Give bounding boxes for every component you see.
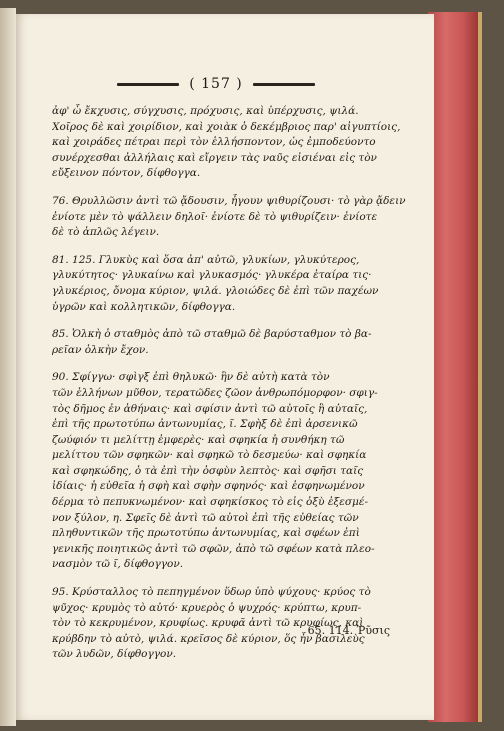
paragraph [52, 253, 412, 315]
text-line: ρεῖαν ὁλκὴν ἔχον. [52, 343, 149, 356]
paragraph-gap [52, 573, 412, 585]
text-line: κρύβδην τὸ αὐτὸ, ψιλά. κρεῖσος δὲ κύριον, ὅς ἦν βασιλεὺς [52, 632, 365, 645]
text-line: ἐπὶ τῆς πρωτοτύπω ἀντωνυμίας, ῖ. Σφὴξ δὲ ἐπὶ ἀρσενικῶ [52, 418, 358, 431]
text-line: ὑγρῶν καὶ κολλητικῶν, δίφθογγα. [52, 300, 236, 313]
text-line: Χοῖρος δὲ καὶ χοιρίδιον, καὶ χοιὰκ ὁ δεκέμβριος παρ' αἰγυπτίοις, [52, 120, 401, 133]
text-line: ψῦχος· κρυμὸς τὸ αὐτό· κρυερὸς ὁ ψυχρός· κρύπτω, κρυπ- [52, 601, 362, 614]
book-cover-edge [428, 12, 482, 722]
page-number: ( 157 ) [189, 76, 243, 92]
header-rule-left [117, 83, 179, 86]
paragraph [52, 104, 412, 182]
text-line: 76. Θρυλλῶσιν ἀντὶ τῶ ᾄδουσιν, ἦγουν ψιθυρίζουσι· τὸ γὰρ ᾄδειν [52, 194, 406, 207]
book-page [16, 14, 434, 720]
text-line: τῶν ἑλλήνων μῦθον, τερατῶδες ζῶον ἀνθρωπόμορφον· σφιγ- [52, 386, 378, 399]
paragraph [52, 194, 412, 241]
text-line: συνέρχεσθαι ἀλλήλαις καὶ εἴργειν τὰς ναῦς εἰσιέναι εἰς τὸν [52, 151, 377, 164]
text-line: δὲ τὸ ἁπλῶς λέγειν. [52, 226, 160, 239]
header-rule-right [253, 83, 315, 86]
text-line: νασμὸν τῶ ῖ, δίφθογγον. [52, 558, 184, 571]
text-line: γλυκύτητος· γλυκαίνω καὶ γλυκασμός· γλυκέρα ἑταίρα τις· [52, 269, 372, 282]
text-line: δέρμα τὸ πεπυκνωμένον· καὶ σφηκίσκος τὸ εἰς ὀξὺ ἐξεσμέ- [52, 496, 369, 509]
text-line: μελίττου τῶν σφηκῶν· καὶ σφηκῶ τὸ δεσμεύω· καὶ σφηκία [52, 449, 367, 462]
text-line: 90. Σφίγγω· σφὶγξ ἐπὶ θηλυκῶ· ἣν δὲ αὐτὴ κατὰ τὸν [52, 371, 330, 384]
text-line: τὸν τὸ κεκρυμένον, κρυφίως. κρυφᾶ ἀντὶ τῶ κρυφίως, καὶ [52, 617, 364, 630]
text-line: νον ξύλον, η. Σφεῖς δὲ ἀντὶ τῶ αὐτοὶ ἐπὶ τῆς εὐθείας τῶν [52, 511, 359, 524]
text-line: ζωύφιόν τι μελίττῃ ἐμφερὲς· καὶ σφηκία ἡ συνθήκη τῶ [52, 433, 345, 446]
text-line: 85. Ὁλκὴ ὁ σταθμὸς ἀπὸ τῶ σταθμῶ δὲ βαρύσταθμον τὸ βα- [52, 328, 372, 341]
paragraph [52, 370, 412, 573]
paragraph [52, 327, 412, 358]
text-line: γλυκέριος, ὄνομα κύριον, ψιλά. γλοιώδες δὲ ἐπὶ τῶν παχέων [52, 284, 379, 297]
text-line: τὸς δῆμος ἐν ἀθήναις· καὶ σφίσιν ἀντὶ τῶ αὐτοῖς ἢ αὐταῖς, [52, 402, 368, 415]
catchword: 65. 114. Ῥῦσις [307, 624, 390, 637]
page-header [96, 74, 336, 94]
paragraph-gap [52, 315, 412, 327]
text-line: ἰδίαις· ἡ εὐθεῖα ἡ σφὴ καὶ σφὴν σφηνός· καὶ ἐσφηνωμένον [52, 480, 365, 493]
page-text [52, 104, 412, 663]
text-line: ἐνίοτε μὲν τὸ ψάλλειν δηλοῖ· ἐνίοτε δὲ τὸ ψιθυρίζειν· ἐνίοτε [52, 210, 378, 223]
text-line: τῶν λυδῶν, δίφθογγον. [52, 648, 177, 661]
previous-page-edge [0, 8, 16, 726]
paragraph-gap [52, 182, 412, 194]
text-line: 95. Κρύσταλλος τὸ πεπηγμένον ὕδωρ ὑπὸ ψύχους· κρύος τὸ [52, 586, 371, 599]
text-line: 81. 125. Γλυκὺς καὶ ὅσα ἀπ' αὐτῶ, γλυκίων, γλυκύτερος, [52, 253, 360, 266]
text-line: γενικῆς ποιητικῶς ἀντὶ τῶ σφῶν, ἀπὸ τῶ σφέων κατὰ πλεο- [52, 542, 375, 555]
text-line: ἀφ' ὧ ἔκχυσις, σύγχυσις, πρόχυσις, καὶ ὑπέρχυσις, ψιλά. [52, 105, 359, 117]
text-line: πληθυντικῶν τῆς πρωτοτύπω ἀντωνυμίας, καὶ σφέων ἐπὶ [52, 527, 360, 540]
paragraph-gap [52, 358, 412, 370]
text-line: καὶ χοιράδες πέτραι περὶ τὸν ἑλλήσποντον, ὡς ἐμποδεύοντο [52, 136, 376, 149]
text-line: καὶ σφηκώδης, ὁ τὰ ἐπὶ τὴν ὀσφὺν λεπτὸς· καὶ σφῆσι ταῖς [52, 464, 364, 477]
text-line: εὔξεινον πόντον, δίφθογγα. [52, 167, 201, 180]
paragraph-gap [52, 241, 412, 253]
